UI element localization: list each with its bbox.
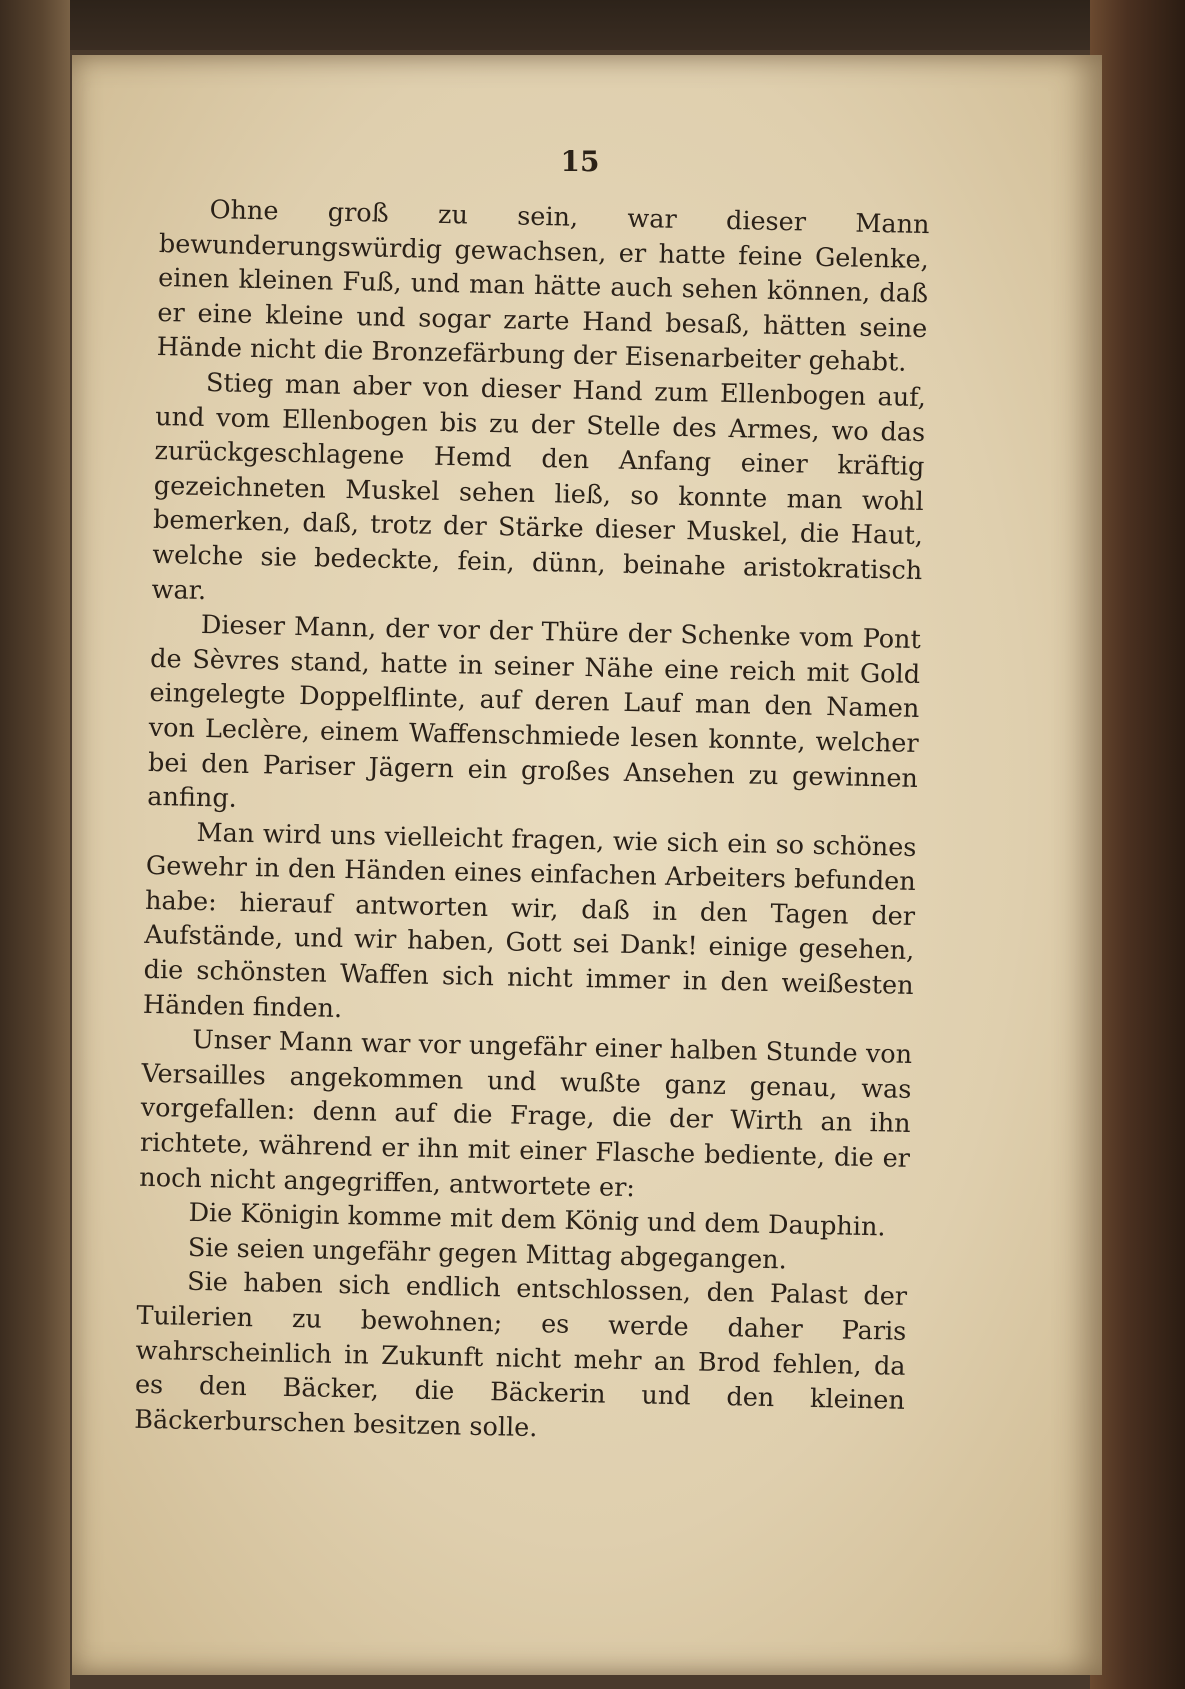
paragraph: Unser Mann war vor ungefähr einer halben Stunde von Versailles angekommen und wußte ganz genau, was vorgefallen: denn auf die Frage, die der Wirth an ihn richtete, während er ihn mit einer Flasche bediente, die er noch nicht angegriffen, antwortete er: <box>139 1025 913 1203</box>
book-top-edge <box>70 0 1110 50</box>
page-number: 15 <box>560 145 600 178</box>
book-cover-right <box>1090 0 1185 1689</box>
paragraph: Man wird uns vielleicht fragen, wie sich ein so schönes Gewehr in den Händen eines einfachen Arbeiters befunden habe: hierauf antworten wir, daß in den Tagen der Aufstände, und wir haben, Gott sei Dank! einige gesehen, die schönsten Waffen sich nicht immer in den weißesten Händen finden. <box>142 817 917 1024</box>
paragraph: Sie haben sich endlich entschlossen, den Palast der Tuilerien zu bewohnen; es werde daher Paris wahrscheinlich in Zukunft nicht mehr an Brod fehlen, da es den Bäcker, die Bäckerin und den kleinen Bäckerburschen besitzen solle. <box>133 1267 908 1443</box>
paragraph: Dieser Mann, der vor der Thüre der Schenke vom Pont de Sèvres stand, hatte in seiner Nähe eine reich mit Gold eingelegte Doppelflinte, auf deren Lauf man den Namen von Leclère, einem Waffenschmiede lesen konnte, welcher bei den Pariser Jägern ein großes Ansehen zu gewinnen anfing. <box>147 610 922 814</box>
book-cover-left <box>0 0 70 1689</box>
body-text <box>134 192 930 1453</box>
paragraph: Sie seien ungefähr gegen Mittag abgegangen. <box>187 1232 788 1276</box>
paragraph: Ohne groß zu sein, war dieser Mann bewunderungswürdig gewachsen, er hatte feine Gelenke, einen kleinen Fuß, und man hätte auch sehen können, daß er eine kleine und sogar zarte Hand besaß, hätten seine Hände nicht die Bronzefärbung der Eisenarbeiter gehabt. <box>156 195 930 379</box>
paragraph: Die Königin komme mit dem König und dem Dauphin. <box>188 1198 886 1243</box>
paragraph: Stieg man aber von dieser Hand zum Ellenbogen auf, und vom Ellenbogen bis zu der Stelle des Armes, wo das zurückgeschlagene Hemd den Anfang einer kräftig gezeichneten Muskel sehen ließ, so konnte man wohl bemerken, daß, trotz der Stärke dieser Muskel, die Haut, welche sie bedeckte, fein, dünn, beinahe aristokratisch war. <box>151 367 927 606</box>
